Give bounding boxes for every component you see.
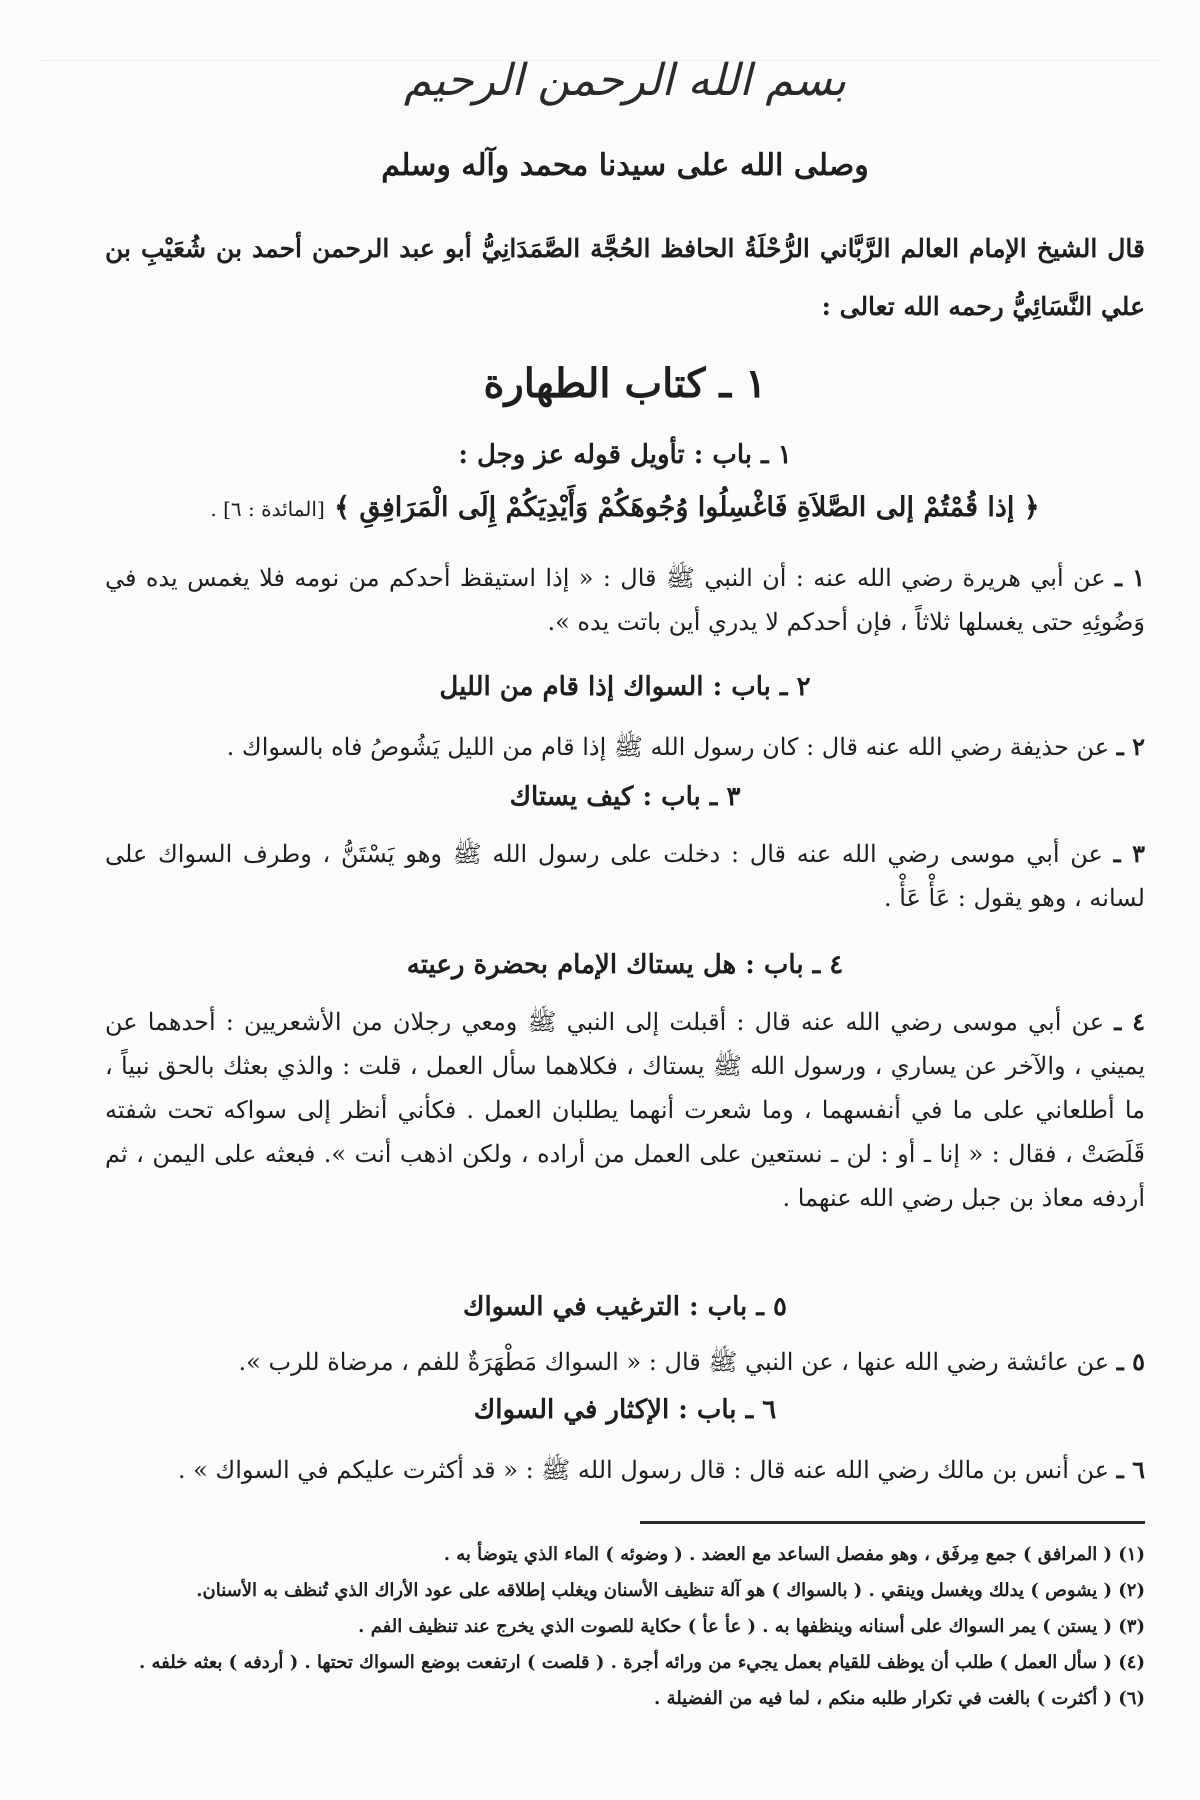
footnote-3: (٣) ( يستن ) يمر السواك على أسنانه وينظفها به . ( عأ عأ ) حكاية للصوت الذي يخرج عند تنظيف الفم . bbox=[358, 1616, 1145, 1637]
hadith-number: ٦ ـ bbox=[1116, 1455, 1145, 1484]
hadith-number: ٣ ـ bbox=[1113, 839, 1145, 868]
chapter-heading-2: ٢ ـ باب : السواك إذا قام من الليل bbox=[439, 672, 811, 702]
hadith-text: عن أنس بن مالك رضي الله عنه قال : قال رسول الله ﷺ : « قد أكثرت عليكم في السواك » . bbox=[177, 1456, 1110, 1484]
chapter-heading-1: ١ ـ باب : تأويل قوله عز وجل : bbox=[458, 440, 792, 470]
hadith-number: ٢ ـ bbox=[1116, 732, 1145, 761]
author-introduction: قال الشيخ الإمام العالم الرَّبَّاني الرُّحْلَةُ الحافظ الحُجَّة الصَّمَدَانِيُّ أبو عبد الرحمن أحمد بن شُعَيْبِ بن علي النَّسَائِيُّ رحمه الله تعالى : bbox=[105, 234, 1145, 321]
footnote-separator bbox=[640, 1521, 1145, 1524]
footnotes bbox=[105, 1537, 1145, 1717]
hadith-6 bbox=[105, 1448, 1145, 1492]
salawat-heading: وصلى الله على سيدنا محمد وآله وسلم bbox=[381, 148, 869, 183]
book-title: ١ ـ كتاب الطهارة bbox=[483, 360, 767, 407]
chapter-heading-6: ٦ ـ باب : الإكثار في السواك bbox=[473, 1395, 777, 1425]
hadith-4 bbox=[105, 1000, 1145, 1220]
hadith-3 bbox=[105, 832, 1145, 920]
chapter-heading-4: ٤ ـ باب : هل يستاك الإمام بحضرة رعيته bbox=[406, 950, 844, 980]
verse-reference: [المائدة : ٦] . bbox=[210, 497, 325, 521]
chapter-heading-3: ٣ ـ باب : كيف يستاك bbox=[509, 782, 741, 812]
hadith-number: ٤ ـ bbox=[1114, 1007, 1146, 1036]
quran-verse bbox=[105, 492, 1145, 523]
hadith-text: عن أبي هريرة رضي الله عنه : أن النبي ﷺ قال : « إذا استيقظ أحدكم من نومه فلا يغمس يده في وَضُوئِهِ حتى يغسلها ثلاثاً ، فإن أحدكم لا يدري أين باتت يده ». bbox=[105, 564, 1145, 636]
hadith-number: ٥ ـ bbox=[1116, 1347, 1145, 1376]
hadith-text: عن عائشة رضي الله عنها ، عن النبي ﷺ قال : « السواك مَطْهَرَةٌ للفم ، مرضاة للرب ». bbox=[238, 1348, 1110, 1376]
footnote-1: (١) ( المرافق ) جمع مِرفَق ، وهو مفصل الساعد مع العضد . ( وضوئه ) الماء الذي يتوضأ به . bbox=[443, 1544, 1145, 1565]
hadith-text: عن حذيفة رضي الله عنه قال : كان رسول الله ﷺ إذا قام من الليل يَشُوصُ فاه بالسواك . bbox=[226, 733, 1110, 761]
chapter-heading-5: ٥ ـ باب : الترغيب في السواك bbox=[463, 1292, 787, 1322]
footnote-6: (٦) ( أكثرت ) بالغت في تكرار طلبه منكم ، لما فيه من الفضيلة . bbox=[654, 1688, 1145, 1709]
hadith-text: عن أبي موسى رضي الله عنه قال : دخلت على رسول الله ﷺ وهو يَسْتَنُّ ، وطرف السواك على لسانه ، وهو يقول : عَأْ عَأْ . bbox=[105, 840, 1145, 912]
footnote-2: (٢) ( يشوص ) يدلك ويغسل وينقي . ( بالسواك ) هو آلة تنظيف الأسنان ويغلب إطلاقه على عود الأراك الذي تُنظف به الأسنان. bbox=[196, 1580, 1145, 1601]
hadith-number: ١ ـ bbox=[1114, 563, 1145, 592]
hadith-5 bbox=[105, 1340, 1145, 1384]
footnote-4: (٤) ( سأل العمل ) طلب أن يوظف للقيام بعمل يجيء من ورائه أجرة . ( قلصت ) ارتفعت بوضع السواك تحتها . ( أردفه ) بعثه خلفه . bbox=[139, 1652, 1145, 1673]
bismillah-calligraphy: بسم الله الرحمن الرحيم bbox=[403, 55, 847, 106]
verse-text: ﴿ إذا قُمْتُمْ إلى الصَّلاَةِ فَاغْسِلُوا وُجُوهَكُمْ وَأَيْدِيَكُمْ إِلَى الْمَرَافِقِ ﴾ bbox=[334, 492, 1040, 523]
hadith-text: عن أبي موسى رضي الله عنه قال : أقبلت إلى النبي ﷺ ومعي رجلان من الأشعريين : أحدهما عن يميني ، والآخر عن يساري ، ورسول الله ﷺ يستاك ، فكلاهما سأل العمل ، قلت : والذي بعثك بالحق نبياً ، ما أطلعاني على ما في أنفسهما ، وما شعرت أنهما يطلبان العمل . فكأني أنظر إلى سواكه تحت شفته قَلَصَتْ ، فقال : « إنا ـ أو : لن ـ نستعين على العمل من أراده ، ولكن اذهب أنت ». فبعثه على اليمن ، ثم أردفه معاذ بن جبل رضي الله عنهما . bbox=[105, 1008, 1145, 1212]
hadith-2 bbox=[105, 725, 1145, 769]
hadith-1 bbox=[105, 556, 1145, 644]
